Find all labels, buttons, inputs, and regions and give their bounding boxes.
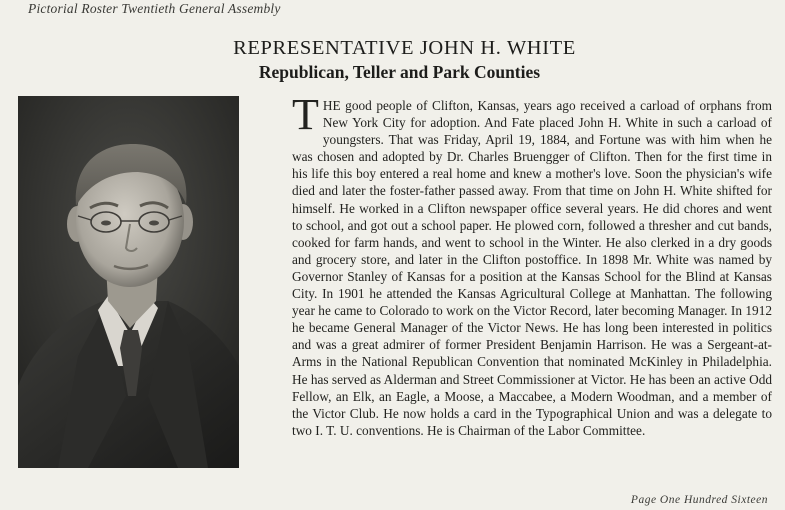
drop-cap: T [292,90,319,139]
biography-text [292,90,772,477]
running-head: Pictorial Roster Twentieth General Assembly [28,1,281,16]
page-subtitle: Republican, Teller and Park Counties [258,62,541,82]
biography-body: HE good people of Clifton, Kansas, years ago received a carload of orphans from New York City for adoption. And Fate placed John H. White in such a carload of youngsters. That was Friday, April 19, 1884, and Fortune was with him when he was chosen and adopted by Dr. Charles Bruengger of Clifton. Then for the first time in his life this boy entered a real home and knew a mother's love. Soon the physician's wife died and later the foster-father passed away. From that time on John H. White shifted for himself. He worked in a Clifton newspaper office several years. He did chores and went to school, and got out a school paper. He plowed corn, followed a thresher and cut bands, cooked for farm hands, and went to school in the Winter. He also clerked in a dry goods and grocery store, and later in the Clifton postoffice. In 1898 Mr. White was named by Governor Stanley of Kansas for a position at the Kansas School for the Blind at Kansas City. In 1901 he attended the Kansas Agricultural College at Manhattan. The following year he came to Colorado to work on the Victor Record, later becoming Manager. In 1912 he became General Manager of the Victor News. He has long been interested in politics and was a great admirer of former President Benjamin Harrison. He was a Sergeant-at-Arms in the National Republican Convention that nominated McKinley in Philadelphia. He has served as Alderman and Street Commissioner at Victor. He has been an active Odd Fellow, an Elk, an Eagle, a Moose, a Maccabee, a Modern Woodman, and a member of the Victor Club. He now holds a card in the Typographical Union and was a delegate to two I. T. U. conventions. He is Chairman of the Labor Committee. [292,98,772,438]
portrait-illustration [18,96,239,468]
portrait-photo [18,96,239,468]
page-number: Page One Hundred Sixteen [630,494,768,506]
page-title: REPRESENTATIVE JOHN H. WHITE [233,37,576,59]
